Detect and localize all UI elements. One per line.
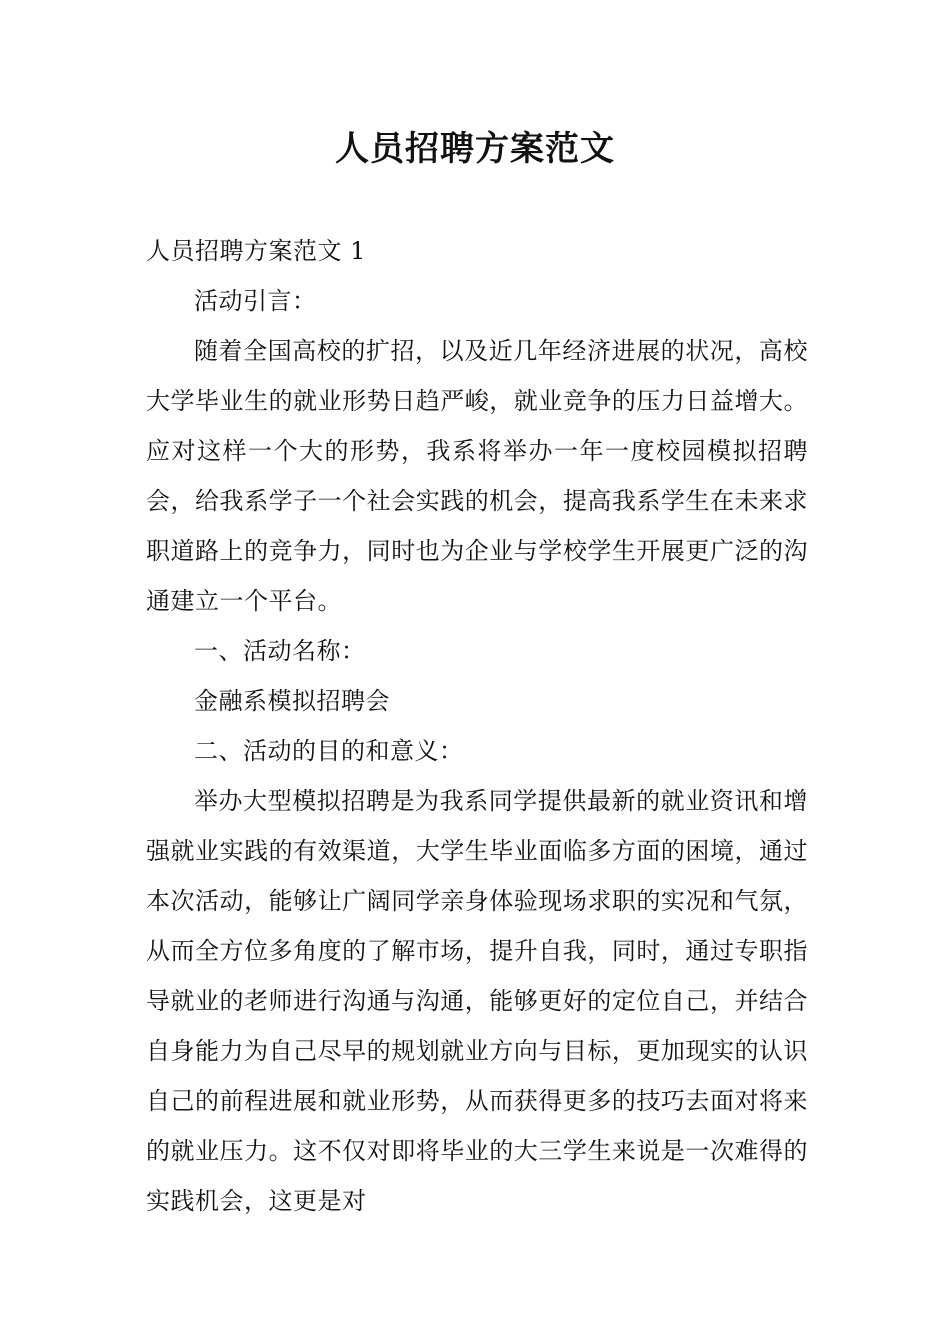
paragraph-purpose-text: 举办大型模拟招聘是为我系同学提供最新的就业资讯和增强就业实践的有效渠道，大学生毕业面临多方面的困境，通过本次活动，能够让广阔同学亲身体验现场求职的实况和气氛，从而全方位多角度的了解市场，提升自我，同时，通过专职指导就业的老师进行沟通与沟通，能够更好的定位自己，并结合自身能力为自己尽早的规划就业方向与目标，更加现实的认识自己的前程进展和就业形势，从而获得更多的技巧去面对将来的就业压力。这不仅对即将毕业的大三学生来说是一次难得的实践机会，这更是对 [146, 787, 808, 1215]
document-body [146, 226, 808, 1226]
paragraph-activity-name-label: 一、活动名称： [194, 637, 366, 665]
paragraph-intro-label: 活动引言： [194, 287, 317, 315]
paragraph-intro-text: 随着全国高校的扩招，以及近几年经济进展的状况，高校大学毕业生的就业形势日趋严峻，就业竞争的压力日益增大。应对这样一个大的形势，我系将举办一年一度校园模拟招聘会，给我系学子一个社会实践的机会，提高我系学生在未来求职道路上的竞争力，同时也为企业与学校学生开展更广泛的沟通建立一个平台。 [146, 337, 808, 615]
paragraph-purpose-label: 二、活动的目的和意义： [194, 737, 464, 765]
paragraph-activity-name: 金融系模拟招聘会 [194, 687, 390, 715]
section-heading: 人员招聘方案范文 1 [146, 237, 366, 265]
document-title: 人员招聘方案范文 [335, 129, 615, 169]
